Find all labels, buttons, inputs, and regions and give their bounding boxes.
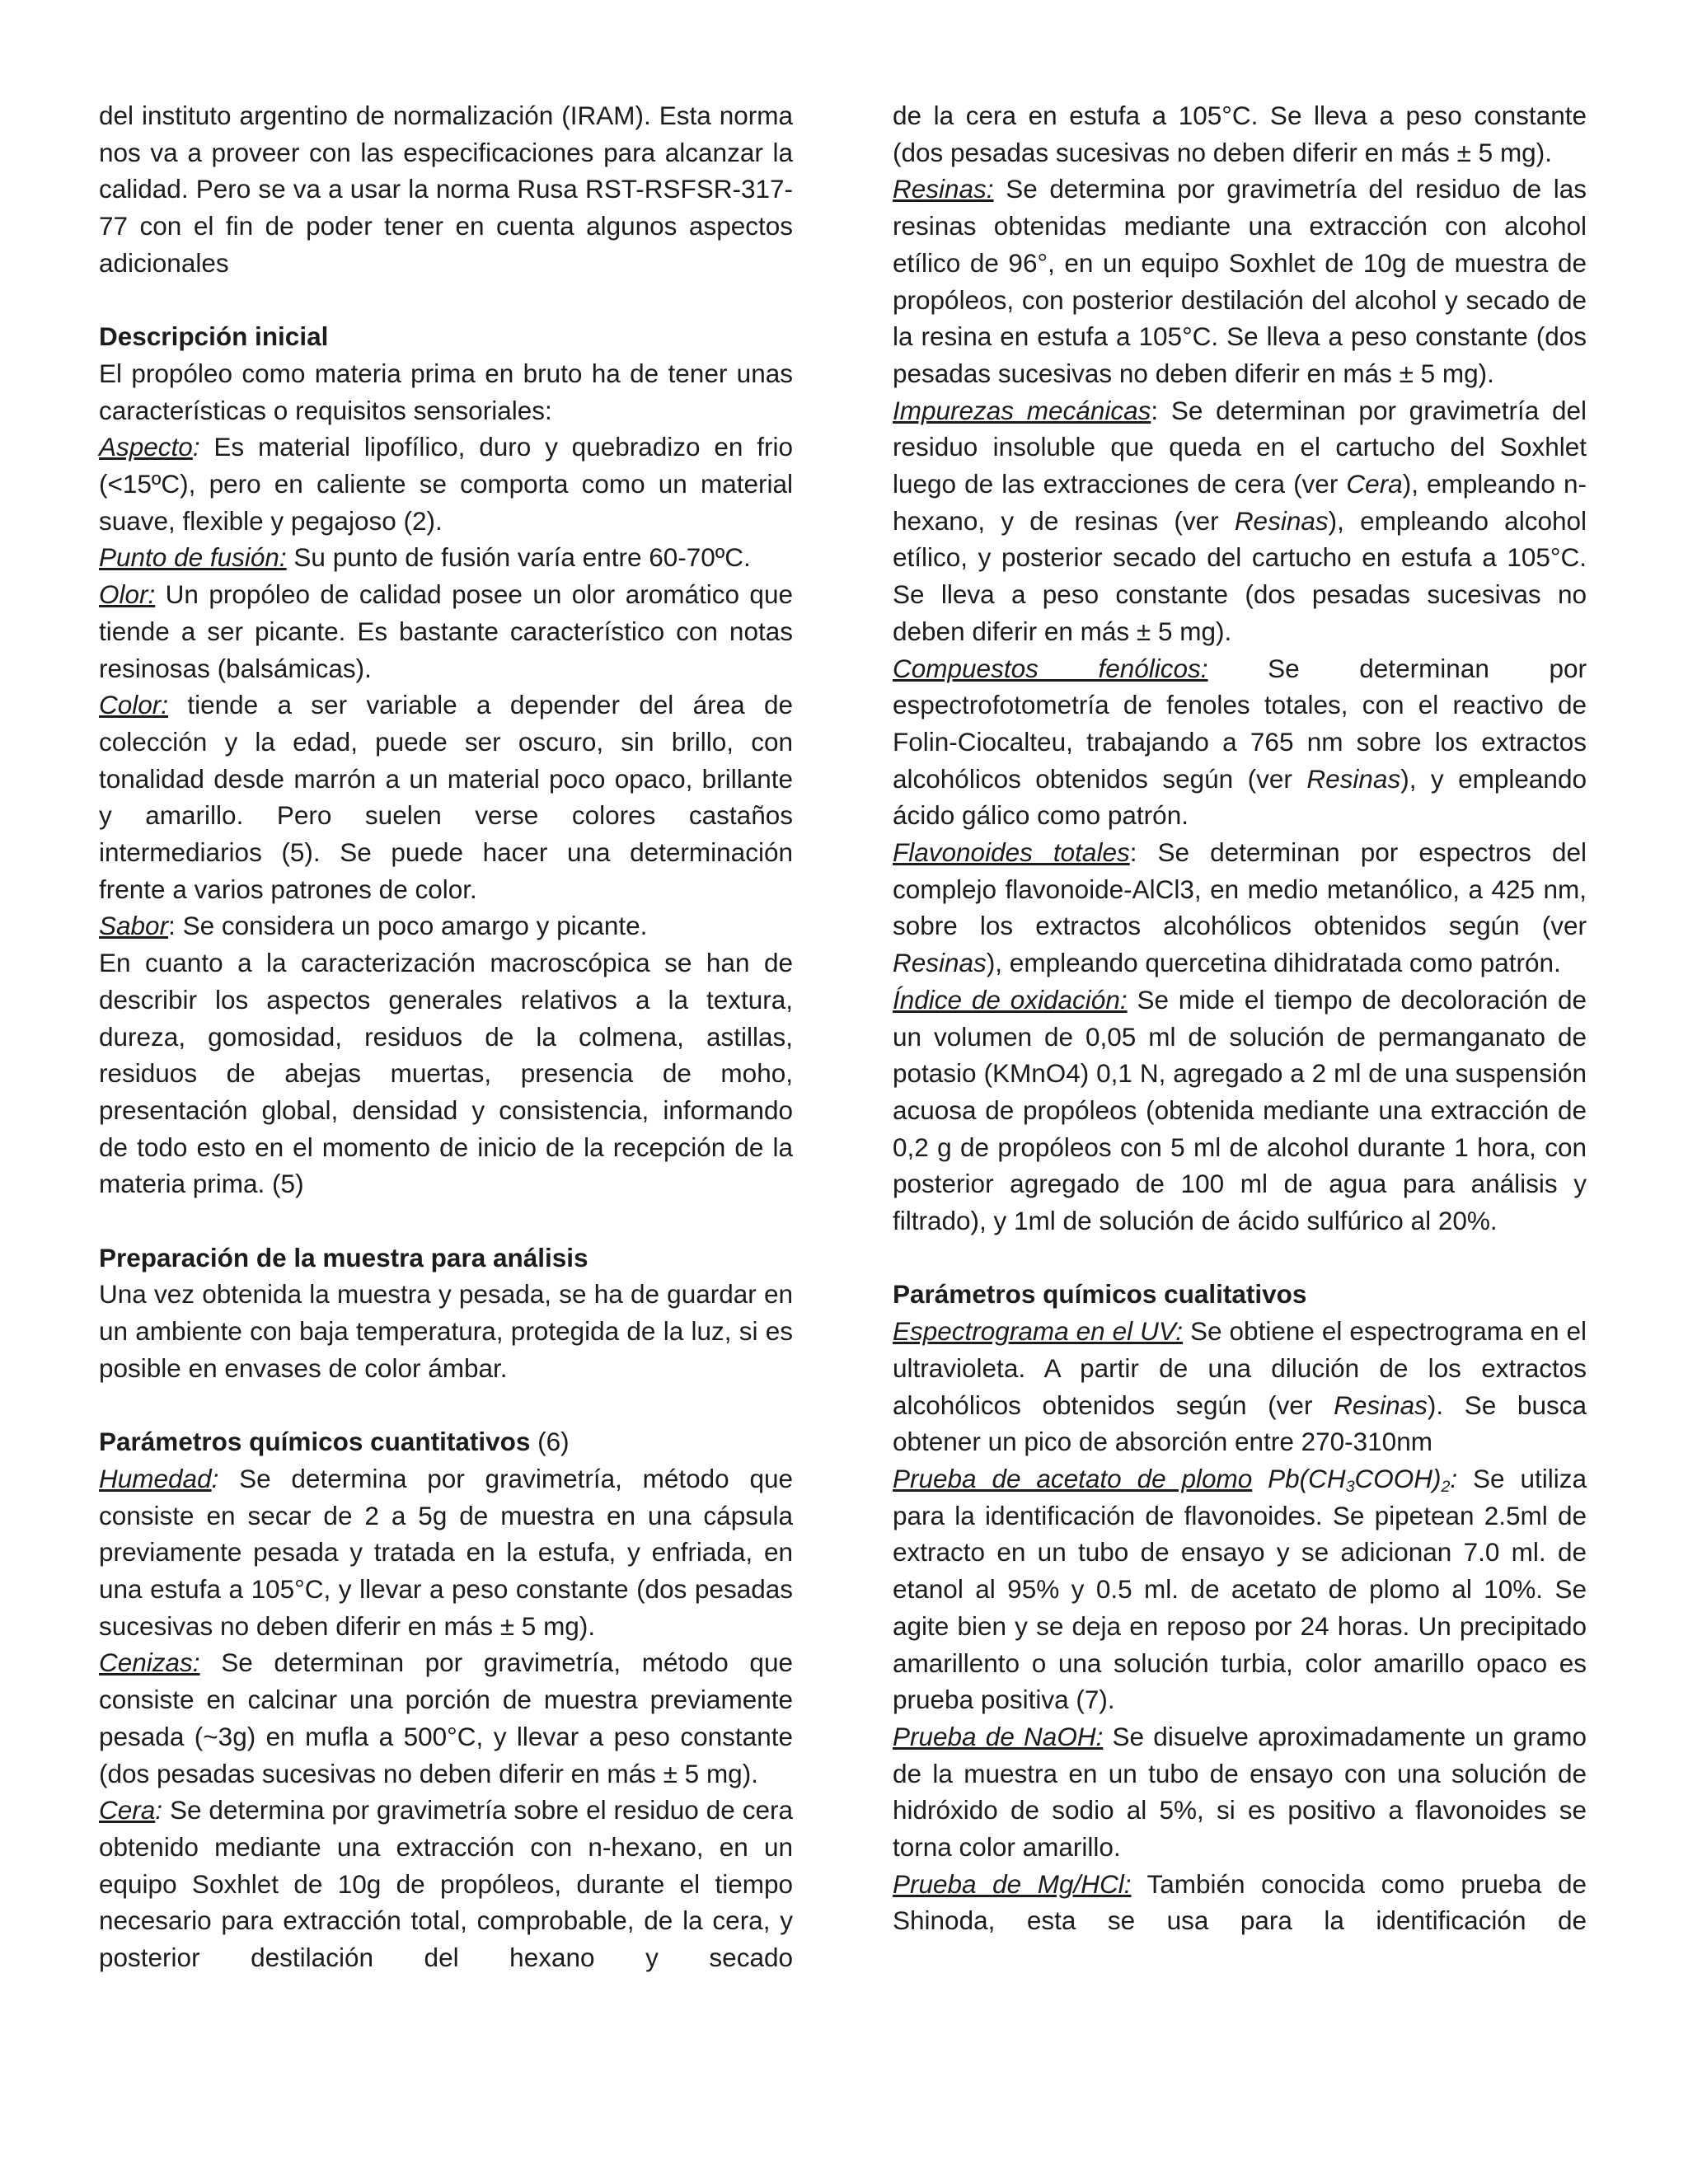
heading-cuantitativos-line	[99, 1423, 793, 1460]
plomo-formula-c: :	[1450, 1464, 1458, 1493]
intro-paragraph: del instituto argentino de normalización (IRAM). Esta norma nos va a proveer con las especificaciones para alcanzar la calidad. Pero se va a usar la norma Rusa RST-RSFSR-317-77 con el fin de poder tener en cuenta algunos aspectos adicionales	[99, 101, 793, 278]
oxidacion-paragraph	[893, 982, 1587, 1240]
plomo-formula-a: Pb(CH	[1252, 1464, 1346, 1493]
fenolicos-paragraph	[893, 650, 1587, 835]
uv-term: Espectrograma en el UV:	[893, 1316, 1184, 1347]
naoh-text: Se disuelve aproximadamente un gramo de la muestra en un tubo de ensayo con una solución de hidróxido de sodio al 5%, si es positivo a flavonoides se torna color amarillo.	[893, 1721, 1587, 1863]
fenolicos-term: Compuestos fenólicos:	[893, 653, 1208, 683]
humedad-text: Se determina por gravimetría, método que consiste en secar de 2 a 5g de muestra en una cápsula previamente pesada y tratada en la estufa, y enfriada, en una estufa a 105°C, y llevar a peso constante (dos pesadas sucesivas no deben diferir en más ± 5 mg).	[99, 1463, 793, 1641]
naoh-term: Prueba de NaOH:	[893, 1721, 1104, 1751]
impurezas-text-2: ), empleando n-hexano, y de resinas (ver	[893, 469, 1587, 536]
oxidacion-term: Índice de oxidación:	[893, 984, 1128, 1015]
color-term: Color:	[99, 690, 169, 720]
plomo-formula-b: COOH)	[1354, 1464, 1442, 1493]
aspecto-text: Es material lipofílico, duro y quebradizo en frio (<15ºC), pero en caliente se comporta como un material suave, flexible y pegajoso (2).	[99, 432, 793, 536]
cenizas-term: Cenizas:	[99, 1647, 200, 1678]
spacer	[893, 1240, 1587, 1277]
aspecto-colon: :	[192, 432, 200, 462]
cera-continuation-paragraph: de la cera en estufa a 105°C. Se lleva a peso constante (dos pesadas sucesivas no deben diferir en más ± 5 mg).	[893, 101, 1587, 167]
oxidacion-text: Se mide el tiempo de decoloración de un volumen de 0,05 ml de solución de permanganato de potasio (KMnO4) 0,1 N, agregado a 2 ml de una suspensión acuosa de propóleos (obtenida mediante una extracción de 0,2 g de propóleos con 5 ml de alcohol durante 1 hora, con posterior agregado de 100 ml de agua para análisis y filtrado), y 1ml de solución de ácido sulfúrico al 20%.	[893, 984, 1587, 1236]
uv-text-1: Se obtiene el espectrograma en el ultravioleta. A partir de una dilución de los extractos alcohólicos obtenidos según (ver	[893, 1316, 1587, 1420]
fenolicos-text-1: Se determinan por espectrofotometría de fenoles totales, con el reactivo de Folin-Ciocalteu, trabajando a 765 nm sobre los extractos alcohólicos obtenidos según (ver	[893, 653, 1587, 794]
heading-parametros-cuantitativos: Parámetros químicos cuantitativos	[99, 1427, 531, 1457]
cuantitativos-ref: (6)	[530, 1427, 570, 1457]
color-text: tiende a ser variable a depender del área de colección y la edad, puede ser oscuro, sin brillo, con tonalidad desde marrón a un material poco opaco, brillante y amarillo. Pero suelen verse colores castaños intermediarios (5). Se puede hacer una determinación frente a varios patrones de color.	[99, 690, 793, 904]
impurezas-ref-resinas: Resinas	[1234, 505, 1329, 536]
mg-paragraph	[893, 1866, 1587, 1939]
fusion-term: Punto de fusión:	[99, 542, 287, 573]
spacer	[99, 1202, 793, 1240]
flavonoides-text-1: : Se determinan por espectros del complejo flavonoide-AlCl3, en medio metanólico, a 425 nm, sobre los extractos alcohólicos obtenidos según (ver	[893, 837, 1587, 941]
humedad-colon: :	[211, 1463, 219, 1493]
sabor-text: : Se considera un poco amargo y picante.	[168, 911, 648, 941]
plomo-sub-2: 2	[1441, 1477, 1451, 1496]
resinas-paragraph	[893, 171, 1587, 391]
plomo-formula	[1252, 1464, 1458, 1496]
naoh-paragraph	[893, 1718, 1587, 1866]
aspecto-term: Aspecto	[99, 432, 193, 462]
right-column	[893, 97, 1587, 1939]
macroscopica-paragraph: En cuanto a la caracterización macroscópica se han de describir los aspectos generales relativos a la textura, dureza, gomosidad, residuos de la colmena, astillas, residuos de abejas muertas, presencia de moho, presentación global, densidad y consistencia, informando de todo esto en el momento de inicio de la recepción de la materia prima. (5)	[99, 948, 793, 1199]
cera-term: Cera	[99, 1795, 156, 1825]
sabor-paragraph	[99, 907, 793, 944]
impurezas-ref-cera: Cera	[1346, 469, 1403, 499]
plomo-text: Se utiliza para la identificación de flavonoides. Se pipetean 2.5ml de extracto en un tubo de ensayo y se adicionan 7.0 ml. de etanol al 95% y 0.5 ml. de acetato de plomo al 10%. Se agite bien y se deja en reposo por 24 horas. Un precipitado amarillento o una solución turbia, color amarillo opaco es prueba positiva (7).	[893, 1464, 1587, 1715]
spacer	[99, 282, 793, 319]
fenolicos-ref: Resinas	[1306, 763, 1401, 794]
flavonoides-term: Flavonoides totales	[893, 837, 1130, 868]
descripcion-intro-paragraph: El propóleo como materia prima en bruto ha de tener unas características o requisitos sensoriales:	[99, 358, 793, 425]
humedad-paragraph	[99, 1460, 793, 1645]
impurezas-paragraph	[893, 392, 1587, 650]
heading-parametros-cualitativos: Parámetros químicos cualitativos	[893, 1279, 1307, 1310]
cenizas-paragraph	[99, 1644, 793, 1792]
spacer	[99, 1387, 793, 1424]
plomo-sub-1: 3	[1345, 1477, 1355, 1496]
resinas-text: Se determina por gravimetría del residuo de las resinas obtenidas mediante una extracción con alcohol etílico de 96°, en un equipo Soxhlet de 10g de muestra de propóleos, con posterior destilación del alcohol y secado de la resina en estufa a 105°C. Se lleva a peso constante (dos pesadas sucesivas no deben diferir en más ± 5 mg).	[893, 174, 1587, 388]
mg-text: También conocida como prueba de Shinoda, esta se usa para la identificación de	[893, 1868, 1587, 1936]
cera-colon: :	[155, 1795, 163, 1825]
heading-descripcion-inicial: Descripción inicial	[99, 321, 329, 352]
fusion-paragraph	[99, 539, 793, 576]
plomo-paragraph	[893, 1460, 1587, 1718]
olor-term: Olor:	[99, 579, 156, 610]
preparacion-paragraph: Una vez obtenida la muestra y pesada, se ha de guardar en un ambiente con baja temperatura, protegida de la luz, si es posible en envases de color ámbar.	[99, 1279, 793, 1383]
sabor-term: Sabor	[99, 911, 169, 941]
uv-ref: Resinas	[1334, 1390, 1428, 1420]
mg-term: Prueba de Mg/HCl:	[893, 1868, 1132, 1899]
impurezas-text-3: ), empleando alcohol etílico, y posterior secado del cartucho en estufa a 105°C. Se lleva a peso constante (dos pesadas sucesivas no deben diferir en más ± 5 mg).	[893, 505, 1587, 646]
humedad-term: Humedad	[99, 1463, 212, 1493]
left-column	[99, 97, 793, 1976]
fenolicos-text-2: ), y empleando ácido gálico como patrón.	[893, 763, 1587, 831]
fusion-text: Su punto de fusión varía entre 60-70ºC.	[286, 542, 751, 573]
heading-preparacion-muestra: Preparación de la muestra para análisis	[99, 1242, 588, 1272]
resinas-term: Resinas:	[893, 174, 994, 204]
uv-paragraph	[893, 1313, 1587, 1460]
cenizas-text: Se determinan por gravimetría, método que consiste en calcinar una porción de muestra previamente pesada (~3g) en mufla a 500°C, y llevar a peso constante (dos pesadas sucesivas no deben diferir en más ± 5 mg).	[99, 1647, 793, 1788]
flavonoides-text-2: ), empleando quercetina dihidratada como patrón.	[986, 948, 1561, 978]
aspecto-paragraph	[99, 429, 793, 539]
flavonoides-ref: Resinas	[893, 948, 987, 978]
uv-text-2: ). Se busca obtener un pico de absorción entre 270-310nm	[893, 1390, 1587, 1457]
cera-paragraph	[99, 1792, 793, 1976]
impurezas-text-1: : Se determinan por gravimetría del residuo insoluble que queda en el cartucho del Soxhlet luego de las extracciones de cera (ver	[893, 395, 1587, 499]
olor-paragraph	[99, 576, 793, 687]
plomo-term: Prueba de acetato de plomo	[893, 1464, 1253, 1493]
cera-text: Se determina por gravimetría sobre el residuo de cera obtenido mediante una extracción con n-hexano, en un equipo Soxhlet de 10g de propóleos, durante el tiempo necesario para extracción total, comprobable, de la cera, y posterior destilación del hexano y secado	[99, 1795, 793, 1973]
color-paragraph	[99, 687, 793, 907]
impurezas-term: Impurezas mecánicas	[893, 395, 1151, 425]
olor-text: Un propóleo de calidad posee un olor aromático que tiende a ser picante. Es bastante característico con notas resinosas (balsámicas).	[99, 579, 793, 683]
flavonoides-paragraph	[893, 834, 1587, 982]
